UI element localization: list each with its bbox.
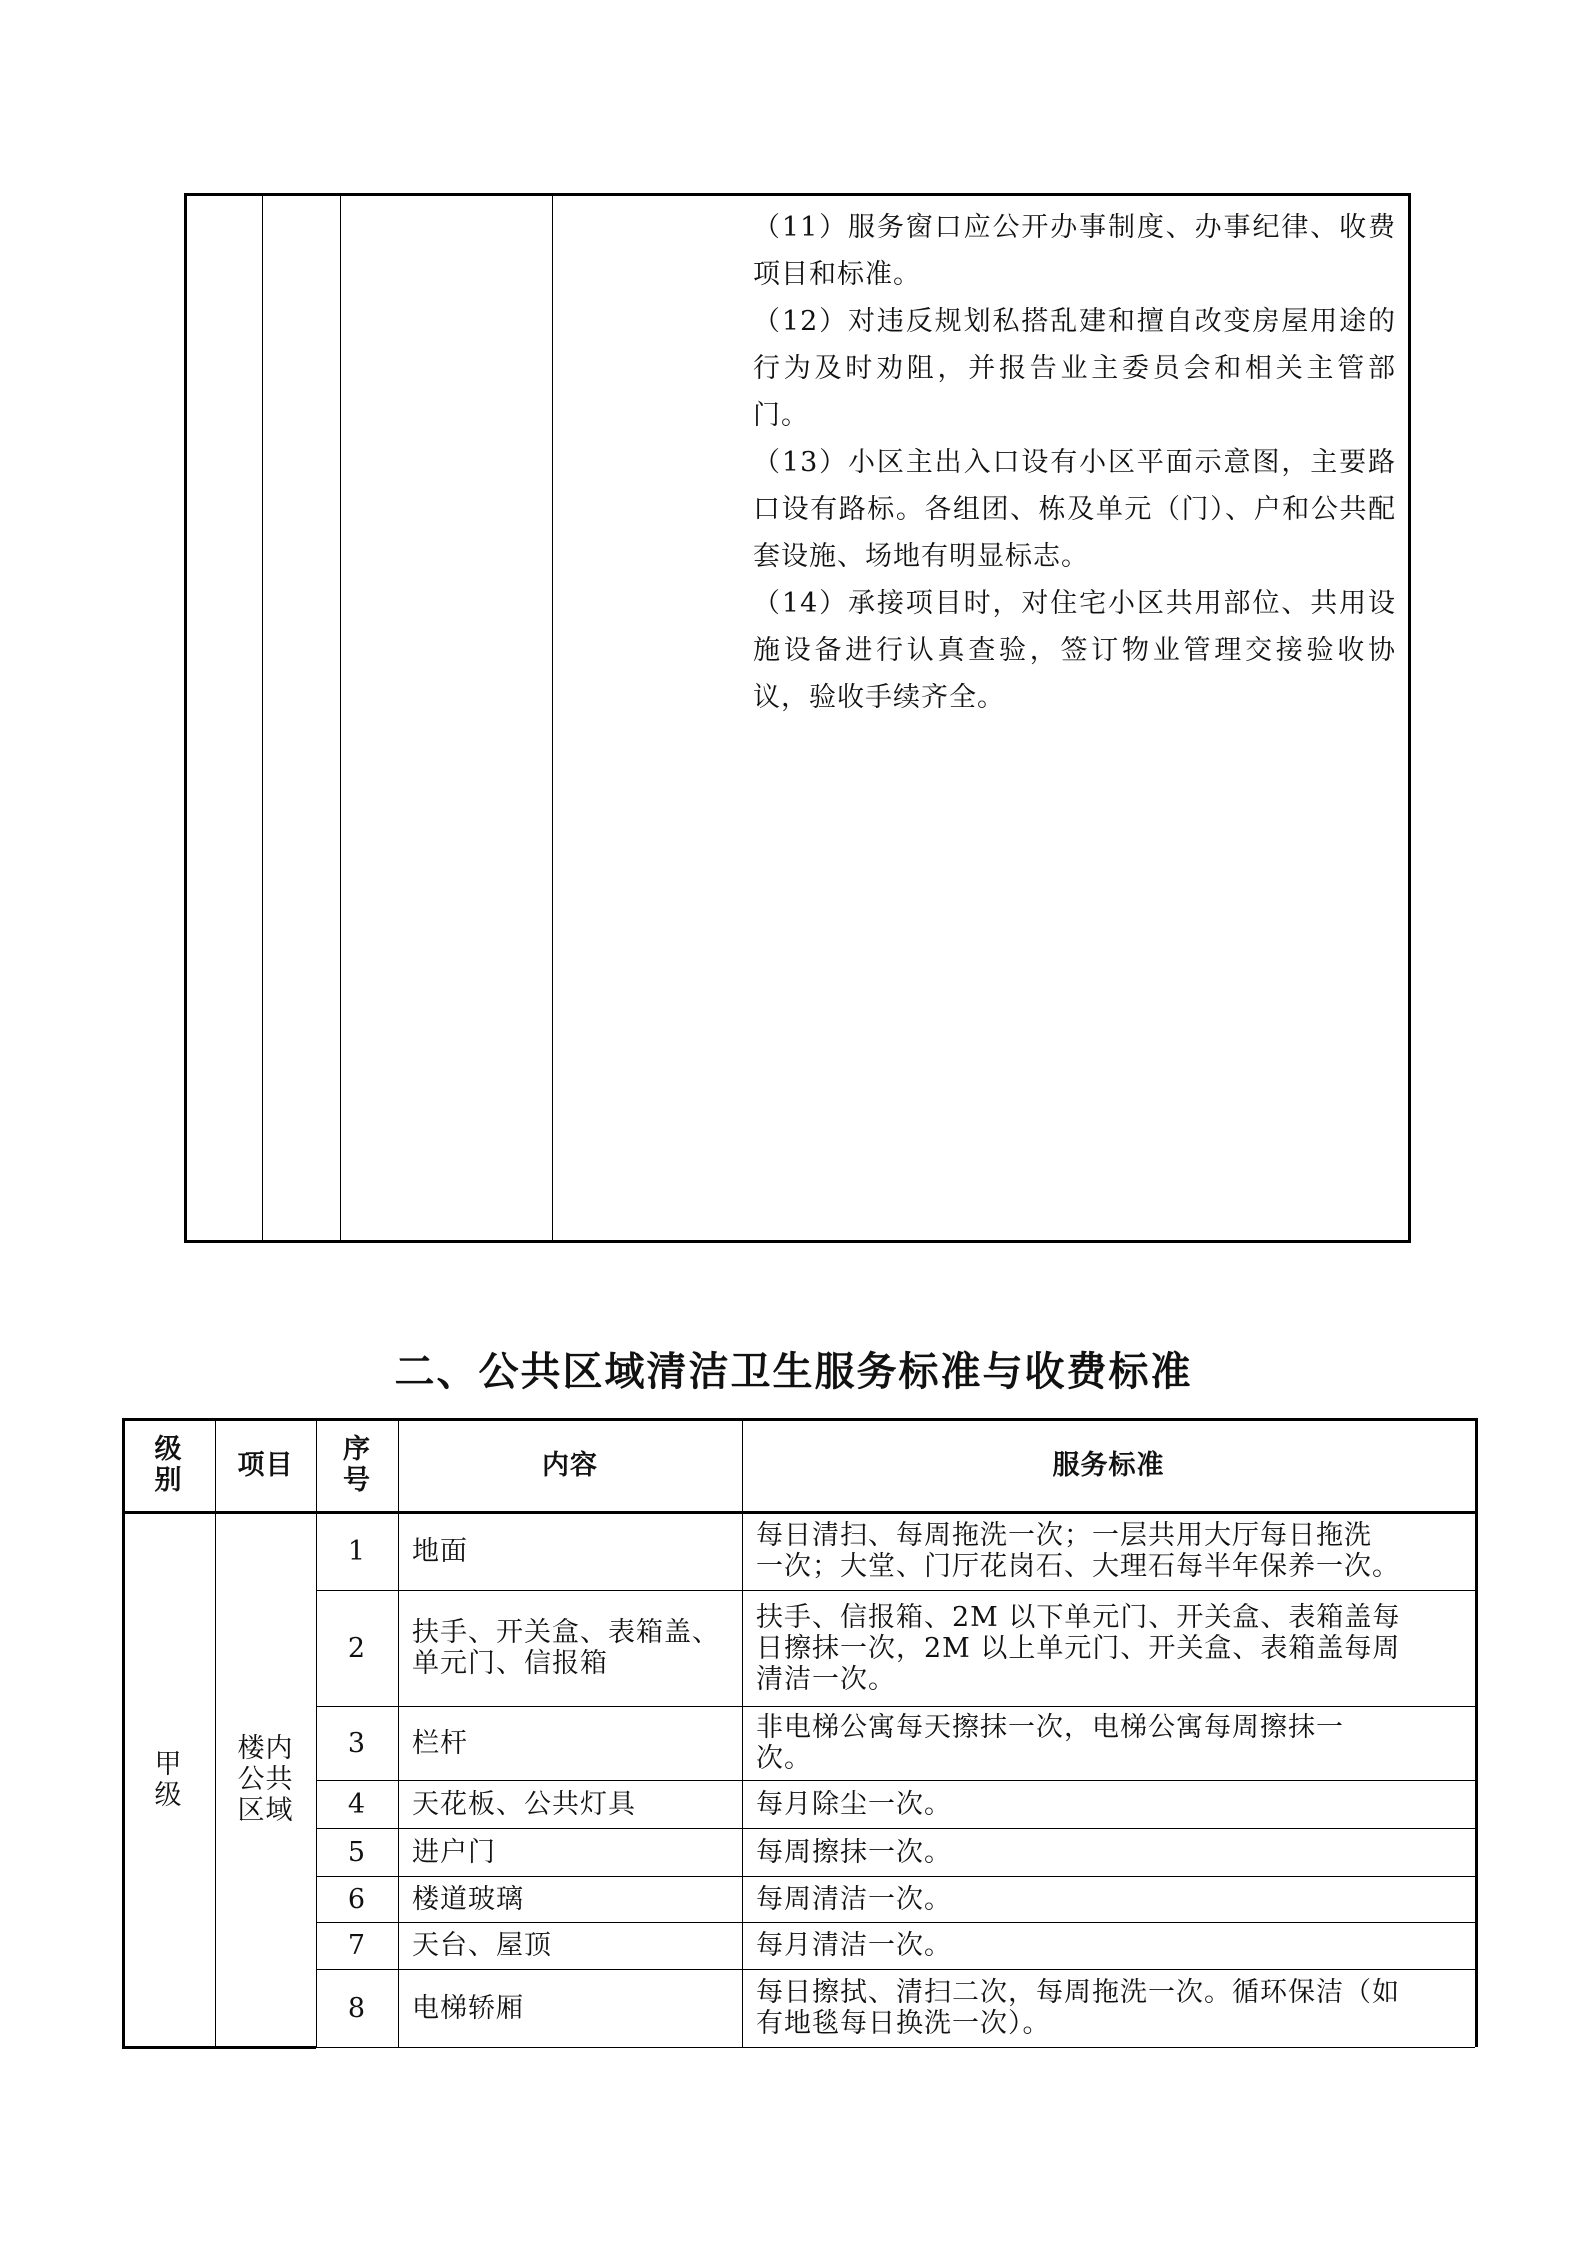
row-divider	[316, 2047, 1475, 2048]
seq-cell: 1	[347, 1535, 367, 1567]
table-left-border	[122, 1418, 125, 2047]
seq-cell: 5	[347, 1836, 367, 1868]
column-divider	[552, 196, 553, 1240]
row-divider	[316, 1876, 1475, 1877]
table-right-border	[1475, 1418, 1478, 2047]
row-divider	[316, 1780, 1475, 1781]
content-cell: 扶手、开关盒、表箱盖、 单元门、信报箱	[412, 1617, 720, 1679]
row-divider	[316, 1828, 1475, 1829]
column-divider	[316, 1418, 317, 2047]
merged-bottom-border	[122, 2046, 316, 2049]
column-divider	[398, 1418, 399, 2047]
paragraph-13: （13）小区主出入口设有小区平面示意图，主要路口设有路标。各组团、栋及单元（门）、户和公共配套设施、场地有明显标志。	[753, 447, 1396, 572]
row-divider	[316, 1922, 1475, 1923]
standards-text	[753, 204, 1396, 721]
row-divider	[316, 1706, 1475, 1707]
header-item: 项目	[237, 1449, 294, 1481]
section-title: 二、公共区域清洁卫生服务标准与收费标准	[394, 1349, 1193, 1395]
content-cell: 天台、屋顶	[412, 1930, 552, 1961]
content-cell: 电梯轿厢	[412, 1992, 524, 2024]
standard-cell: 扶手、信报箱、2M 以下单元门、开关盒、表箱盖每 日擦抹一次，2M 以上单元门、开关盒、表箱盖每周 清洁一次。	[756, 1601, 1401, 1695]
column-divider	[262, 196, 263, 1240]
standard-cell: 每日擦拭、清扫二次，每周拖洗一次。循环保洁（如 有地毯每日换洗一次）。	[756, 1977, 1400, 2039]
item-cell: 楼内 公共 区域	[237, 1733, 294, 1826]
level-cell: 甲 级	[154, 1748, 183, 1811]
paragraph-14: （14）承接项目时，对住宅小区共用部位、共用设施设备进行认真查验，签订物业管理交接验收协议，验收手续齐全。	[753, 588, 1396, 713]
header-standard: 服务标准	[1052, 1449, 1165, 1481]
table-top-border	[122, 1418, 1475, 1421]
content-cell: 栏杆	[412, 1727, 468, 1759]
content-cell: 进户门	[412, 1836, 496, 1868]
seq-cell: 2	[347, 1632, 367, 1664]
column-divider	[215, 1418, 216, 2047]
standard-cell: 每周擦抹一次。	[756, 1836, 952, 1868]
seq-cell: 7	[347, 1930, 367, 1961]
seq-cell: 4	[347, 1788, 367, 1820]
header-content: 内容	[542, 1449, 598, 1481]
header-bottom-border	[122, 1511, 1475, 1514]
seq-cell: 6	[347, 1883, 367, 1915]
standard-cell: 每月除尘一次。	[756, 1788, 952, 1820]
row-divider	[316, 1590, 1475, 1591]
header-level: 级 别	[154, 1434, 183, 1496]
content-cell: 楼道玻璃	[412, 1883, 524, 1915]
paragraph-12: （12）对违反规划私搭乱建和擅自改变房屋用途的行为及时劝阻，并报告业主委员会和相关主管部门。	[753, 306, 1396, 431]
continued-table	[184, 193, 1411, 1243]
column-divider	[340, 196, 341, 1240]
content-cell: 天花板、公共灯具	[412, 1788, 636, 1820]
standard-cell: 每月清洁一次。	[756, 1930, 952, 1961]
seq-cell: 8	[347, 1992, 367, 2024]
standard-cell: 非电梯公寓每天擦抹一次，电梯公寓每周擦抹一 次。	[756, 1712, 1344, 1774]
content-cell: 地面	[412, 1535, 468, 1567]
row-divider	[316, 1969, 1475, 1970]
standard-cell: 每日清扫、每周拖洗一次；一层共用大厅每日拖洗 一次；大堂、门厅花岗石、大理石每半年保养一次。	[756, 1520, 1400, 1582]
column-divider	[742, 1418, 743, 2047]
header-seq: 序 号	[343, 1434, 371, 1496]
paragraph-11: （11）服务窗口应公开办事制度、办事纪律、收费项目和标准。	[753, 212, 1396, 290]
standard-cell: 每周清洁一次。	[756, 1883, 952, 1915]
seq-cell: 3	[347, 1727, 367, 1759]
